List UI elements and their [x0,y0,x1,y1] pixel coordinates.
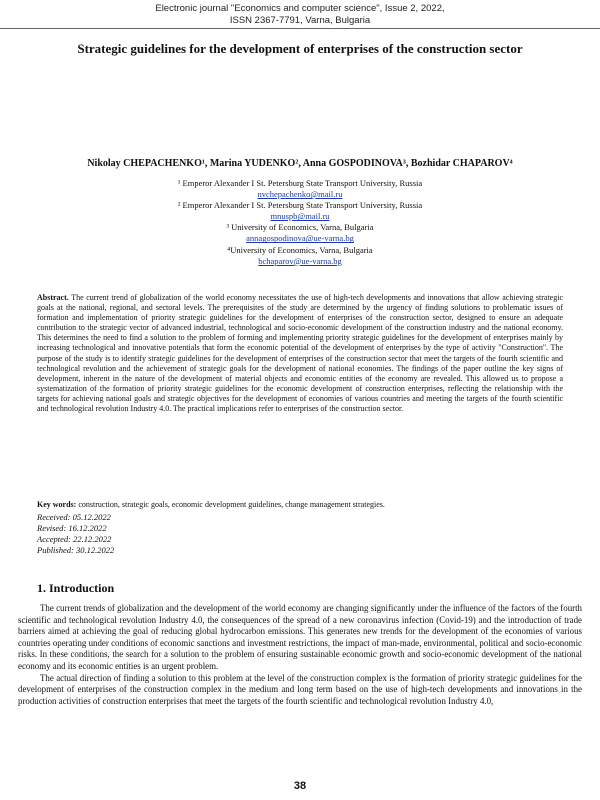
intro-paragraph-2: The actual direction of finding a solution to this problem at the level of the construction complex is the formation of priority strategic guidelines for the development of enterprises of the construction complex in the medium and long term based on the use of high-tech developments and innovations in the production activities of construction enterprises that meet the targets of the fourth scientific and technological revolution Industry 4.0, [18,672,582,706]
introduction-body [18,603,582,707]
paper-title: Strategic guidelines for the development of enterprises of the construction sector [77,41,523,56]
journal-header [0,3,600,27]
affiliation-3: ³ University of Economics, Varna, Bulgaria [226,222,374,233]
journal-header-line-1: Electronic journal "Economics and computer science", Issue 2, 2022, [155,3,445,14]
article-dates [37,512,337,556]
received-date: Received: 05.12.2022 [37,512,111,522]
email-link-2[interactable]: mnuspb@mail.ru [270,211,330,222]
intro-paragraph-1: The current trends of globalization and the development of the world economy are changing significantly under the influence of the factors of the fourth scientific and technological revolution Industry 4.0, the consequences of the spread of a new coronavirus infection (Covid-19) and the introduction of trade barriers aimed at achieving the goal of reducing global hydrocarbon emissions. This generates new trends for the development of the economies of various countries operating under conditions of economic sanctions and investment restrictions, the impact of man-made, environmental, political and socio-economic risks. In these conditions, the search for a solution to the problem of ensuring sustainable economic growth and socio-economic development of the national economy and its economic entities is an urgent problem. [18,603,582,671]
section-heading: 1. Introduction [37,581,115,595]
keywords-text: construction, strategic goals, economic development guidelines, change management strategies. [78,500,385,509]
affiliation-4: ⁴University of Economics, Varna, Bulgaria [227,244,373,255]
affiliation-1: ¹ Emperor Alexander I St. Petersburg State Transport University, Russia [177,178,423,188]
email-link-4[interactable]: bchaparov@ue-varna.bg [258,255,342,266]
page-number: 38 [293,780,307,792]
email-link-1[interactable]: nvchepachenko@mail.ru [257,189,343,200]
abstract-text: The current trend of globalization of the world economy necessitates the use of high-tech developments and innovations that allow achieving strategic goals at the national, regional, and sectoral levels. The prerequisites of the study are determined by the urgency of finding solutions to problematic issues of formation and implementation of priority strategic guidelines for the development of enterprises of the construction sector, designed to ensure an adequate contribution to the strategic vector of advanced industrial, technological and socio-economic development of the construction industry and the national economy. This determines the need to find a solution to the problem of forming and implementing priority strategic guidelines for the development of enterprises mainly by increasing technological and innovative potentials that form the economic potential of the development of enterprises by the type of activity "Construction". The purpose of the study is to identify strategic guidelines for the development of enterprises of the construction sector that meet the targets of the fourth scientific and technological revolution and the achievement of strategic goals for the development of national economies. The findings of the paper outline the key signs of development, inherent in the nature of the development of material objects and economic entities of the economy are revealed. This allowed us to propose a systematization of the formation of priority strategic guidelines for the economic development of construction enterprises, reflecting the relationship with the targets for achieving national goals and strategic objectives for the development of economies of various countries and meeting the targets of the fourth scientific and technological revolution Industry 4.0. The practical implications refer to enterprises of the construction sector. [37,293,563,414]
email-link-3[interactable]: annagospodinova@ue-varna.bg [246,233,354,244]
published-date: Published: 30.12.2022 [37,545,115,555]
header-divider [0,28,600,29]
affiliation-2: ² Emperor Alexander I St. Petersburg State Transport University, Russia [177,200,423,211]
author-list: Nikolay CHEPACHENKO¹, Marina YUDENKO², Anna GOSPODINOVA³, Bozhidar CHAPAROV⁴ [87,158,513,169]
revised-date: Revised: 16.12.2022 [37,523,107,533]
keywords [37,500,563,511]
journal-header-line-2: ISSN 2367-7791, Varna, Bulgaria [229,15,371,26]
accepted-date: Accepted: 22.12.2022 [37,534,112,544]
abstract [37,293,563,414]
affiliations [20,178,580,267]
keywords-label: Key words: [37,500,77,509]
abstract-label: Abstract. [37,293,69,302]
